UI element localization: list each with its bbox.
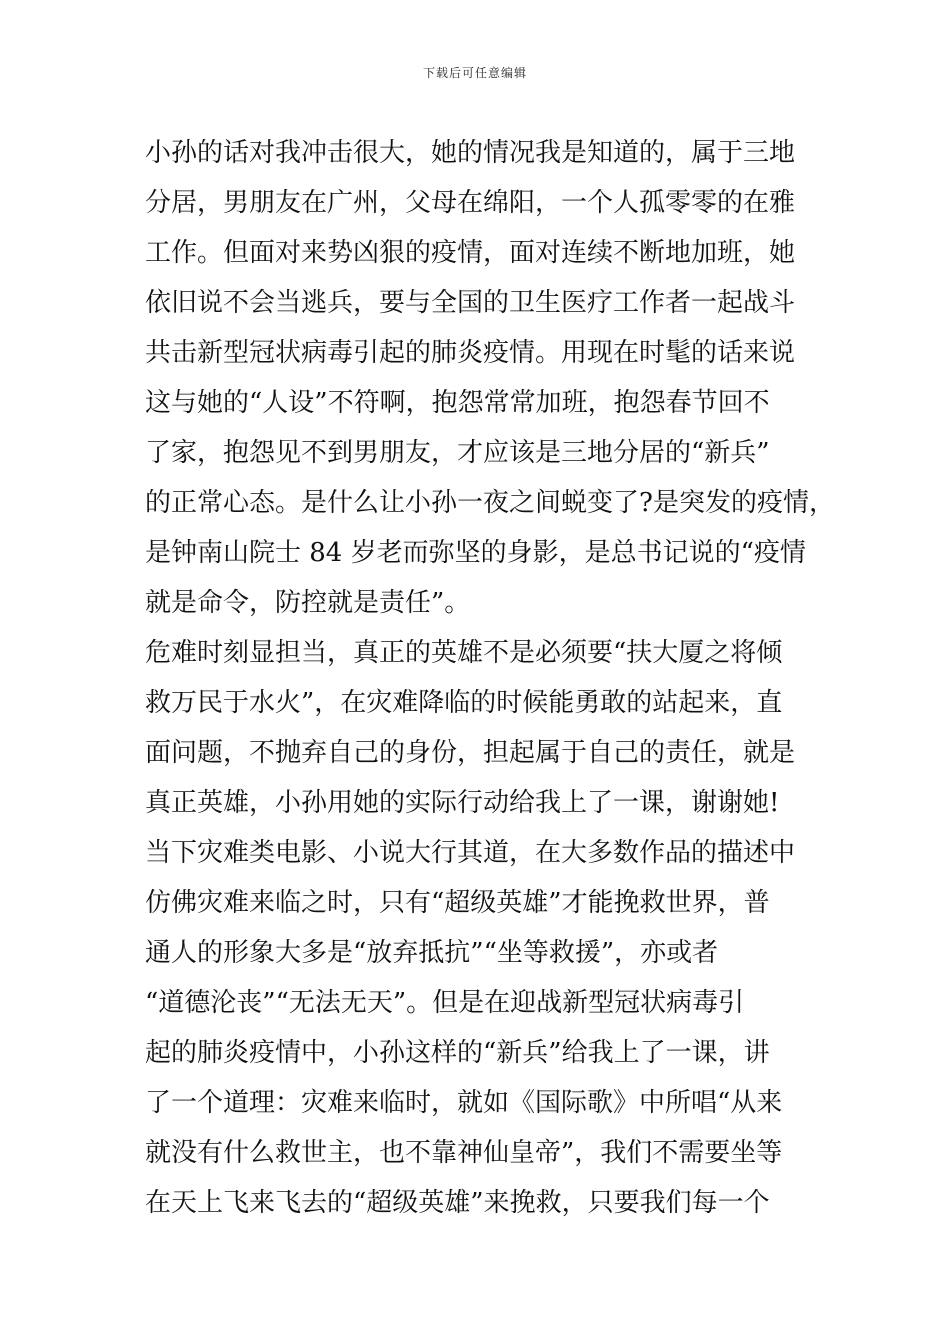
text-line: 小孙的话对我冲击很大，她的情况我是知道的，属于三地 (145, 138, 796, 168)
text-line: 了家，抱怨见不到男朋友，才应该是三地分居的“新兵” (145, 438, 770, 468)
text-line: 通人的形象大多是“放弃抵抗”“坐等救援”，亦或者 (145, 938, 719, 968)
document-body (145, 128, 835, 1228)
text-line: 就是命令，防控就是责任”。 (145, 588, 471, 618)
text-line: 这与她的“人设”不符啊，抱怨常常加班，抱怨春节回不 (145, 388, 770, 418)
header-note: 下载后可任意编辑 (422, 66, 527, 80)
text-line: “道德沦丧”“无法无天”。但是在迎战新型冠状病毒引 (145, 988, 745, 1018)
text-line: 了一个道理：灾难来临时，就如《国际歌》中所唱“从来 (145, 1088, 783, 1118)
text-line: 当下灾难类电影、小说大行其道，在大多数作品的描述中 (145, 838, 796, 868)
text-line: 分居，男朋友在广州，父母在绵阳，一个人孤零零的在雅 (145, 188, 796, 218)
text-line: 仿佛灾难来临之时，只有“超级英雄”才能挽救世界，普 (145, 888, 770, 918)
text-line: 真正英雄，小孙用她的实际行动给我上了一课，谢谢她! (145, 788, 780, 818)
text-line: 就没有什么救世主，也不靠神仙皇帝”，我们不需要坐等 (145, 1138, 783, 1168)
text-line: 救万民于水火”，在灾难降临的时候能勇敢的站起来，直 (145, 688, 783, 718)
text-line: 是钟南山院士 84 岁老而弥坚的身影，是总书记说的“疫情 (145, 538, 806, 568)
text-line: 的正常心态。是什么让小孙一夜之间蜕变了?是突发的疫情， (145, 488, 835, 518)
text-line: 在天上飞来飞去的“超级英雄”来挽救，只要我们每一个 (145, 1188, 770, 1218)
text-line: 起的肺炎疫情中，小孙这样的“新兵”给我上了一课，讲 (145, 1038, 770, 1068)
text-line: 共击新型冠状病毒引起的肺炎疫情。用现在时髦的话来说 (145, 338, 796, 368)
text-line: 危难时刻显担当，真正的英雄不是必须要“扶大厦之将倾 (145, 638, 783, 668)
text-line: 依旧说不会当逃兵，要与全国的卫生医疗工作者一起战斗 (145, 288, 796, 318)
text-line: 面问题，不抛弃自己的身份，担起属于自己的责任，就是 (145, 738, 796, 768)
text-line: 工作。但面对来势凶狠的疫情，面对连续不断地加班，她 (145, 238, 796, 268)
